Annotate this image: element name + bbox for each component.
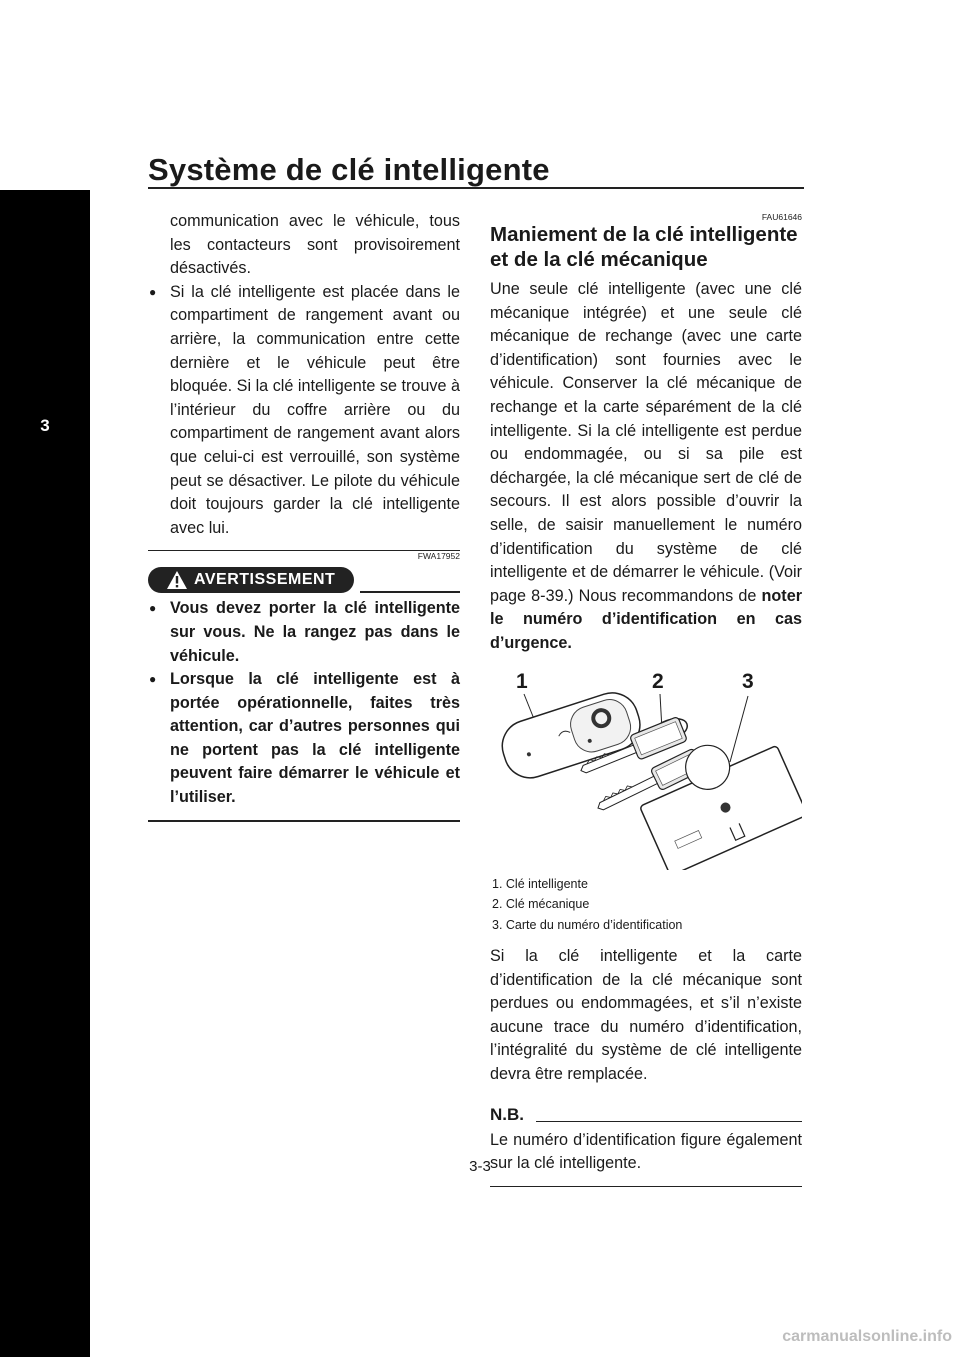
section-code: FAU61646 [761,212,802,222]
figure-label-1: 1 [516,669,528,693]
bullet-text: Si la clé intelligente est placée dans le compartiment de rangement avant ou arrière, la communication entre cette dernière et le véhicule peut être bloquée. Si la clé intelligente se trouve à l’intérieur du coffre arrière ou du compartiment de rangement avant alors que celui-ci est verrouillé, son système peut se désactiver. Le pilote du véhicule doit toujours garder la clé intelligente avec lui. [170,282,460,537]
note-label: N.B. [490,1104,524,1124]
chapter-number: 3 [40,416,50,435]
warning-item [148,597,460,668]
chapter-tab [0,190,90,1357]
note-header [490,1103,802,1129]
warning-code: FWA17952 [417,551,460,562]
bullet-continuation: communication avec le véhicule, tous les contacteurs sont provisoirement désactivés. [170,212,460,278]
warning-badge [148,567,354,593]
figure-caption: 2. Clé mécanique [492,897,590,911]
title-rule [148,187,804,189]
page-number: 3-3 [469,1158,491,1175]
note-header-line [536,1121,802,1122]
warning-item-text: Lorsque la clé intelligente est à portée opérationnelle, faites très attention, car d’autres personnes qui ne portent pas la clé intelligente peuvent faire démarrer le véhicule et l’utiliser. [170,670,460,807]
warning-item [148,668,460,810]
warning-triangle-icon [166,570,188,590]
note-text: Le numéro d’identification figure également sur la clé intelligente. [490,1130,802,1173]
figure-caption: 3. Carte du numéro d’identification [492,917,683,932]
key-illustration [490,670,802,870]
intro-paragraph-text: Une seule clé intelligente (avec une clé mécanique intégrée) et une seule clé mécanique de rechange (avec une carte d’identification) sont fournies avec le véhicule. Conserver la clé mécanique de rechange et la carte séparément de la clé intelligente. Si la clé intelligente est perdue ou endommagée, ou si sa pile est déchargée, la clé mécanique sert de clé de secours. Il est alors possible d’ouvrir la selle, de saisir manuellement le numéro d’identification du système de clé intelligente et de démarrer le véhicule. (Voir page 8-39.) Nous recommandons de [490,280,802,605]
warning-bottom-rule [148,820,460,822]
figure-label-2: 2 [652,669,664,693]
bullet-dot-icon: ● [149,672,157,687]
intro-paragraph-emphasis: noter le numéro d’identification en cas d’urgence. [490,586,802,652]
figure-caption: 1. Clé intelligente [492,876,588,891]
warning-header [148,565,460,597]
bullet-dot-icon: ● [149,284,157,299]
page-title: Système de clé intelligente [148,152,550,187]
figure-label-3: 3 [742,669,754,693]
right-column [490,212,802,1187]
intro-paragraph [490,278,802,656]
bullet-dot-icon: ● [149,601,157,616]
watermark: carmanualsonline.info [782,1328,952,1345]
left-column [148,210,460,822]
warning-label: AVERTISSEMENT [194,571,336,589]
warning-header-line [360,591,460,593]
section-heading: Maniement de la clé intelligente et de la clé mécanique [490,223,798,271]
key-figure [490,670,802,870]
warning-item-text: Vous devez porter la clé intelligente sur vous. Ne la rangez pas dans le véhicule. [170,599,460,665]
figure-captions [490,874,802,936]
note-bottom-rule [490,1186,802,1187]
loss-paragraph: Si la clé intelligente et la carte d’identification de la clé mécanique sont perdues ou endommagées, et s’il n’existe aucune trace du numéro d’identification, l’intégralité du système de clé intelligente devra être remplacée. [490,947,802,1083]
bullet-item [148,281,460,541]
